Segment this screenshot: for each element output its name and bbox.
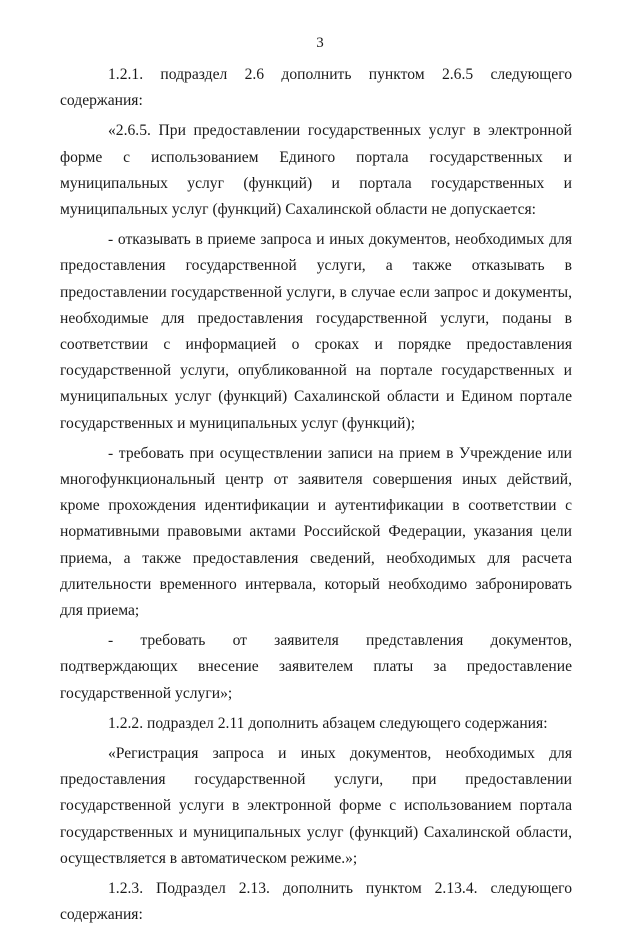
paragraph-1-2-1: 1.2.1. подраздел 2.6 дополнить пунктом 2.6.5 следующего содержания: xyxy=(60,66,572,110)
paragraph-1-2-2: 1.2.2. подраздел 2.11 дополнить абзацем следующего содержания: xyxy=(108,714,548,732)
paragraph-appointment-clause: - требовать при осуществлении записи на прием в Учреждение или многофункциональный центр от заявителя совершения иных действий, кроме прохождения идентификации и аутентификации в соответствии с нормативными правовыми актами Российской Федерации, указания цели приема, а также предоставления сведений, необходимых для расчета длительности временного интервала, который необходимо забронировать для приема; xyxy=(60,444,572,620)
paragraph-payment-clause: - требовать от заявителя представления документов, подтверждающих внесение заявителем платы за предоставление государственной услуги»; xyxy=(60,632,572,702)
document-body xyxy=(60,62,572,933)
page-number: 3 xyxy=(316,35,324,51)
paragraph-refusal-clause: - отказывать в приеме запроса и иных документов, необходимых для предоставления государственной услуги, а также отказывать в предоставлении государственной услуги, в случае если запрос и документы, необходимые для предоставления государственной услуги, поданы в соответствии с информацией о сроках и порядке предоставления государственной услуги, опубликованной на портале государственных и муниципальных услуг (функций) Сахалинской области и Едином портале государственных и муниципальных услуг (функций); xyxy=(60,231,572,432)
paragraph-registration-clause: «Регистрация запроса и иных документов, необходимых для предоставления государственной услуги, при предоставлении государственной услуги в электронной форме с использованием портала государственных и муниципальных услуг (функций) Сахалинской области, осуществляется в автоматическом режиме.»; xyxy=(60,745,572,867)
paragraph-2-6-5: «2.6.5. При предоставлении государственных услуг в электронной форме с использованием Единого портала государственных и муниципальных услуг (функций) и портала государственных и муниципальных услуг (функций) Сахалинской области не допускается: xyxy=(60,122,572,219)
paragraph-1-2-3: 1.2.3. Подраздел 2.13. дополнить пунктом 2.13.4. следующего содержания: xyxy=(60,880,572,924)
